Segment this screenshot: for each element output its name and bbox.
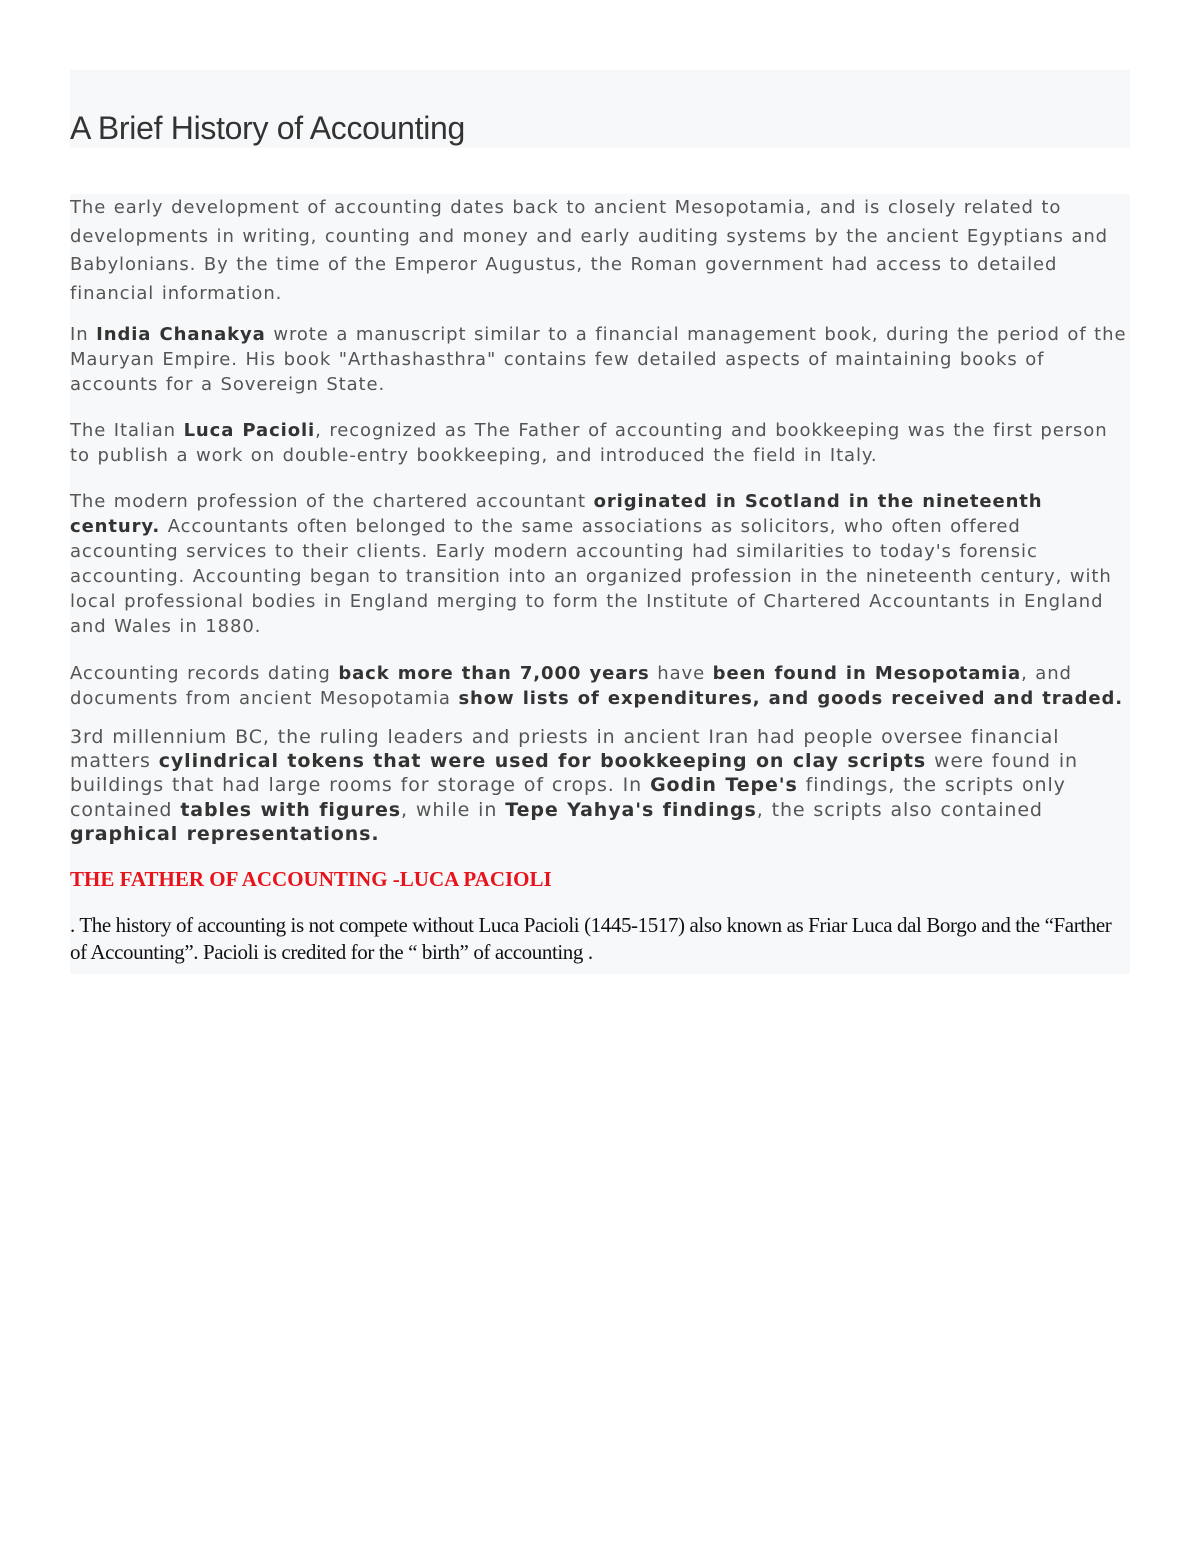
document-page [70,70,1130,974]
text-run: In [70,324,97,345]
paragraph-closing: . The history of accounting is not compete without Luca Pacioli (1445-1517) also known as Friar Luca dal Borgo and the “Farther of Accounting”. Pacioli is credited for the “ birth” of accounting . [70,913,1112,965]
text-run: wrote a manuscript similar to a financial management book, during the period of the Mauryan Empire. His book "Arthashasthra" contains few detailed aspects of maintaining books of accounts for a Sovereign State. [70,324,1127,395]
section-heading: THE FATHER OF ACCOUNTING -LUCA PACIOLI [70,867,552,892]
document-body [70,194,1130,974]
text-run: , while in [401,798,506,821]
bold-run: show lists of expenditures, and goods received and traded. [458,688,1124,709]
title-band [70,70,1130,148]
text-run: Accounting records dating [70,663,339,684]
text-run: 3rd millennium BC, the ruling leaders and priests in ancient Iran had people oversee financial matters [70,726,1060,773]
paragraph-records [70,661,1130,711]
text-run: , and documents from ancient Mesopotamia [70,663,1072,709]
text-run: The modern profession of the chartered accountant [70,491,594,512]
bold-run: cylindrical tokens that were used for bookkeeping on clay scripts [158,750,927,773]
bold-run: originated in Scotland in the nineteenth century. [70,491,1043,537]
bold-run: been found in Mesopotamia [712,663,1022,684]
text-run: , the scripts also contained [756,798,1043,821]
text-run: , recognized as The Father of accounting and bookkeeping was the first person to publish a work on double-entry bookkeeping, and introduced the field in Italy. [70,420,1108,466]
paragraph-iran [70,725,1130,846]
bold-run: Luca Pacioli [183,420,316,441]
paragraph-scotland [70,489,1130,639]
bold-run: Tepe Yahya's findings [505,798,757,821]
bold-run: India Chanakya [96,324,266,345]
page-title: A Brief History of Accounting [70,110,466,146]
text-run: Accountants often belonged to the same associations as solicitors, who often offered accounting services to their clients. Early modern accounting had similarities to today's forensic accounting. Accounting began to transition into an organized profession in the nineteenth century, with local professional bodies in England merging to form the Institute of Chartered Accountants in England and Wales in 1880. [70,516,1112,637]
bold-run: tables with figures [180,798,402,821]
bold-run: back more than 7,000 years [338,663,650,684]
bold-run: graphical representations. [70,822,380,845]
paragraph-india [70,322,1130,397]
paragraph-pacioli [70,418,1130,468]
text-run: were found in buildings that had large rooms for storage of crops. In [70,750,1078,797]
text-run: findings, the scripts only contained [70,774,1066,821]
text-run: have [649,663,713,684]
paragraph-mesopotamia: The early development of accounting dates back to ancient Mesopotamia, and is closely related to developments in writing, counting and money and early auditing systems by the ancient Egyptians and Babylonians. By the time of the Emperor Augustus, the Roman government had access to detailed financial information. [70,197,1108,304]
text-run: The Italian [70,420,184,441]
bold-run: Godin Tepe's [650,774,798,797]
